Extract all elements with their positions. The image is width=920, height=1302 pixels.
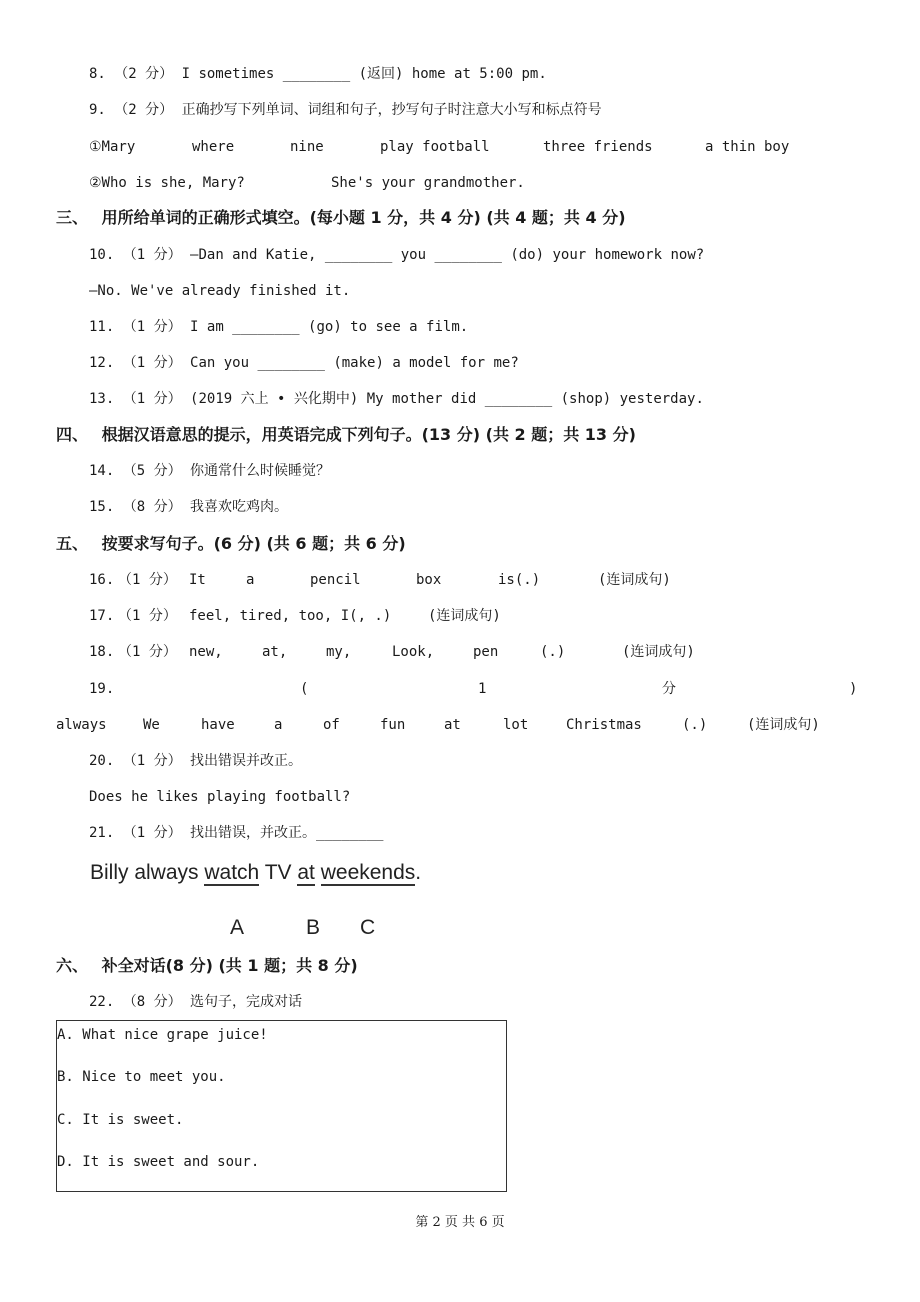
- word-item: always: [56, 717, 107, 733]
- question-12: [89, 354, 519, 372]
- word-item: play football: [380, 139, 490, 155]
- page-footer: 第 2 页 共 6 页: [415, 1215, 505, 1230]
- word-item: (.): [540, 644, 566, 660]
- question-score: （1 分）: [122, 753, 182, 769]
- section-number: 六、: [56, 956, 89, 975]
- question-score: （1 分）: [118, 572, 177, 588]
- word-item: We: [143, 717, 160, 733]
- question-score: （5 分）: [122, 463, 182, 479]
- instruction-note: (连词成句): [598, 572, 671, 588]
- question-text: 正确抄写下列单词、词组和句子，抄写句子时注意大小写和标点符号: [181, 102, 602, 118]
- option-label-b: B: [306, 916, 321, 939]
- question-score: （1 分）: [122, 825, 182, 841]
- question-text: 找出错误并改正。: [190, 753, 303, 769]
- word-item: my,: [326, 644, 352, 660]
- question-number: 12.: [89, 355, 115, 371]
- option-c: C. It is sweet.: [57, 1112, 184, 1128]
- question-text: 找出错误，并改正。________: [190, 825, 384, 841]
- question-text: —Dan and Katie, ________ you ________ (do) your homework now?: [190, 247, 705, 263]
- question-number: 16.: [89, 572, 115, 588]
- reply-text: —No. We've already finished it.: [89, 283, 351, 299]
- score-value: 1: [478, 681, 487, 697]
- question-text: 选句子，完成对话: [190, 994, 303, 1010]
- word-item: pencil: [310, 572, 361, 588]
- section-title: 根据汉语意思的提示，用英语完成下列句子。(13 分) (共 2 题；共 13 分): [101, 425, 636, 444]
- score-paren-open: (: [300, 681, 309, 697]
- word-item: where: [192, 139, 235, 155]
- word-item: at,: [262, 644, 288, 660]
- question-score: （2 分）: [114, 66, 174, 82]
- question-number: 18.: [89, 644, 115, 660]
- sentence-part: [315, 861, 321, 884]
- question-score: （2 分）: [114, 102, 174, 118]
- question-number: 21.: [89, 825, 115, 841]
- question-number: 20.: [89, 753, 115, 769]
- question-number: 9.: [89, 102, 106, 118]
- question-score: （1 分）: [118, 608, 177, 624]
- word-item: have: [201, 717, 235, 733]
- word-item: is(.): [498, 572, 541, 588]
- section-number: 五、: [56, 534, 89, 553]
- word-item: (.): [682, 717, 708, 733]
- question-score: （1 分）: [122, 247, 182, 263]
- question-20-sentence: [89, 788, 350, 806]
- underlined-word-c: weekends: [320, 861, 416, 884]
- underlined-word-b: at: [297, 861, 315, 884]
- question-number: 8.: [89, 66, 106, 82]
- question-14: [89, 462, 330, 480]
- word-item: nine: [290, 139, 324, 155]
- word-item: lot: [503, 717, 529, 733]
- question-11: [89, 318, 468, 336]
- question-number: 19.: [89, 681, 115, 697]
- instruction-note: (连词成句): [622, 644, 695, 660]
- word-item: pen: [473, 644, 499, 660]
- sentence-text: Does he likes playing football?: [89, 789, 351, 805]
- sentence-part: TV: [259, 861, 298, 884]
- question-text: Can you ________ (make) a model for me?: [190, 355, 519, 371]
- options-box: [56, 1020, 507, 1192]
- sentence-item: ②Who is she, Mary?: [89, 175, 245, 191]
- word-item: It: [189, 572, 206, 588]
- section-title: 补全对话(8 分) (共 1 题；共 8 分): [101, 956, 358, 975]
- word-item: a: [246, 572, 255, 588]
- word-item: a thin boy: [705, 139, 790, 155]
- word-item: a: [274, 717, 283, 733]
- question-score: （1 分）: [118, 644, 177, 660]
- instruction-note: (连词成句): [747, 717, 820, 733]
- question-number: 22.: [89, 994, 115, 1010]
- word-item: ①Mary: [89, 139, 136, 155]
- word-item: of: [323, 717, 340, 733]
- question-15: [89, 498, 288, 516]
- question-number: 10.: [89, 247, 115, 263]
- word-item: box: [416, 572, 442, 588]
- question-20: [89, 752, 302, 770]
- option-a: A. What nice grape juice!: [57, 1027, 268, 1043]
- word-item: three friends: [543, 139, 653, 155]
- section-3-heading: [56, 209, 626, 227]
- section-title: 用所给单词的正确形式填空。(每小题 1 分，共 4 分) (共 4 题；共 4 分): [101, 208, 626, 227]
- section-title: 按要求写句子。(6 分) (共 6 题；共 6 分): [101, 534, 406, 553]
- question-9: [89, 101, 602, 119]
- option-label-a: A: [230, 916, 245, 939]
- question-text: (2019 六上 • 兴化期中) My mother did ________ (shop) yesterday.: [190, 391, 704, 407]
- question-number: 17.: [89, 608, 115, 624]
- question-score: （1 分）: [122, 319, 182, 335]
- section-number: 四、: [56, 425, 89, 444]
- question-number: 13.: [89, 391, 115, 407]
- word-item: at: [444, 717, 461, 733]
- question-22: [89, 993, 302, 1011]
- question-score: （1 分）: [122, 355, 182, 371]
- option-d: D. It is sweet and sour.: [57, 1154, 260, 1170]
- section-6-heading: [56, 957, 358, 975]
- word-item: fun: [380, 717, 406, 733]
- sentence-item: She's your grandmother.: [331, 175, 525, 191]
- option-label-c: C: [360, 916, 376, 939]
- section-number: 三、: [56, 208, 89, 227]
- section-4-heading: [56, 426, 636, 444]
- question-score: （8 分）: [122, 994, 182, 1010]
- sentence-part: .: [415, 861, 422, 884]
- question-21: [89, 824, 383, 842]
- word-item: Christmas: [566, 717, 642, 733]
- underlined-word-a: watch: [204, 861, 260, 884]
- question-score: （8 分）: [122, 499, 182, 515]
- sentence-part: Billy always: [90, 861, 205, 884]
- question-number: 15.: [89, 499, 115, 515]
- score-paren-close: ): [849, 681, 858, 697]
- question-text: 我喜欢吃鸡肉。: [190, 499, 289, 515]
- instruction-note: (连词成句): [428, 608, 501, 624]
- question-number: 11.: [89, 319, 115, 335]
- word-item: feel, tired, too, I(, .): [189, 608, 392, 624]
- question-text: I sometimes ________ (返回) home at 5:00 pm.: [181, 66, 547, 82]
- option-b: B. Nice to meet you.: [57, 1069, 226, 1085]
- question-text: I am ________ (go) to see a film.: [190, 319, 469, 335]
- question-number: 14.: [89, 463, 115, 479]
- question-13: [89, 390, 704, 408]
- question-score: （1 分）: [122, 391, 182, 407]
- error-sentence-image: [90, 860, 421, 886]
- word-item: new,: [189, 644, 223, 660]
- question-10-reply: [89, 282, 350, 300]
- score-unit: 分: [662, 681, 676, 697]
- question-text: 你通常什么时候睡觉？: [190, 463, 331, 479]
- section-5-heading: [56, 535, 406, 553]
- question-10: [89, 246, 704, 264]
- word-item: Look,: [392, 644, 435, 660]
- question-8: [89, 65, 547, 83]
